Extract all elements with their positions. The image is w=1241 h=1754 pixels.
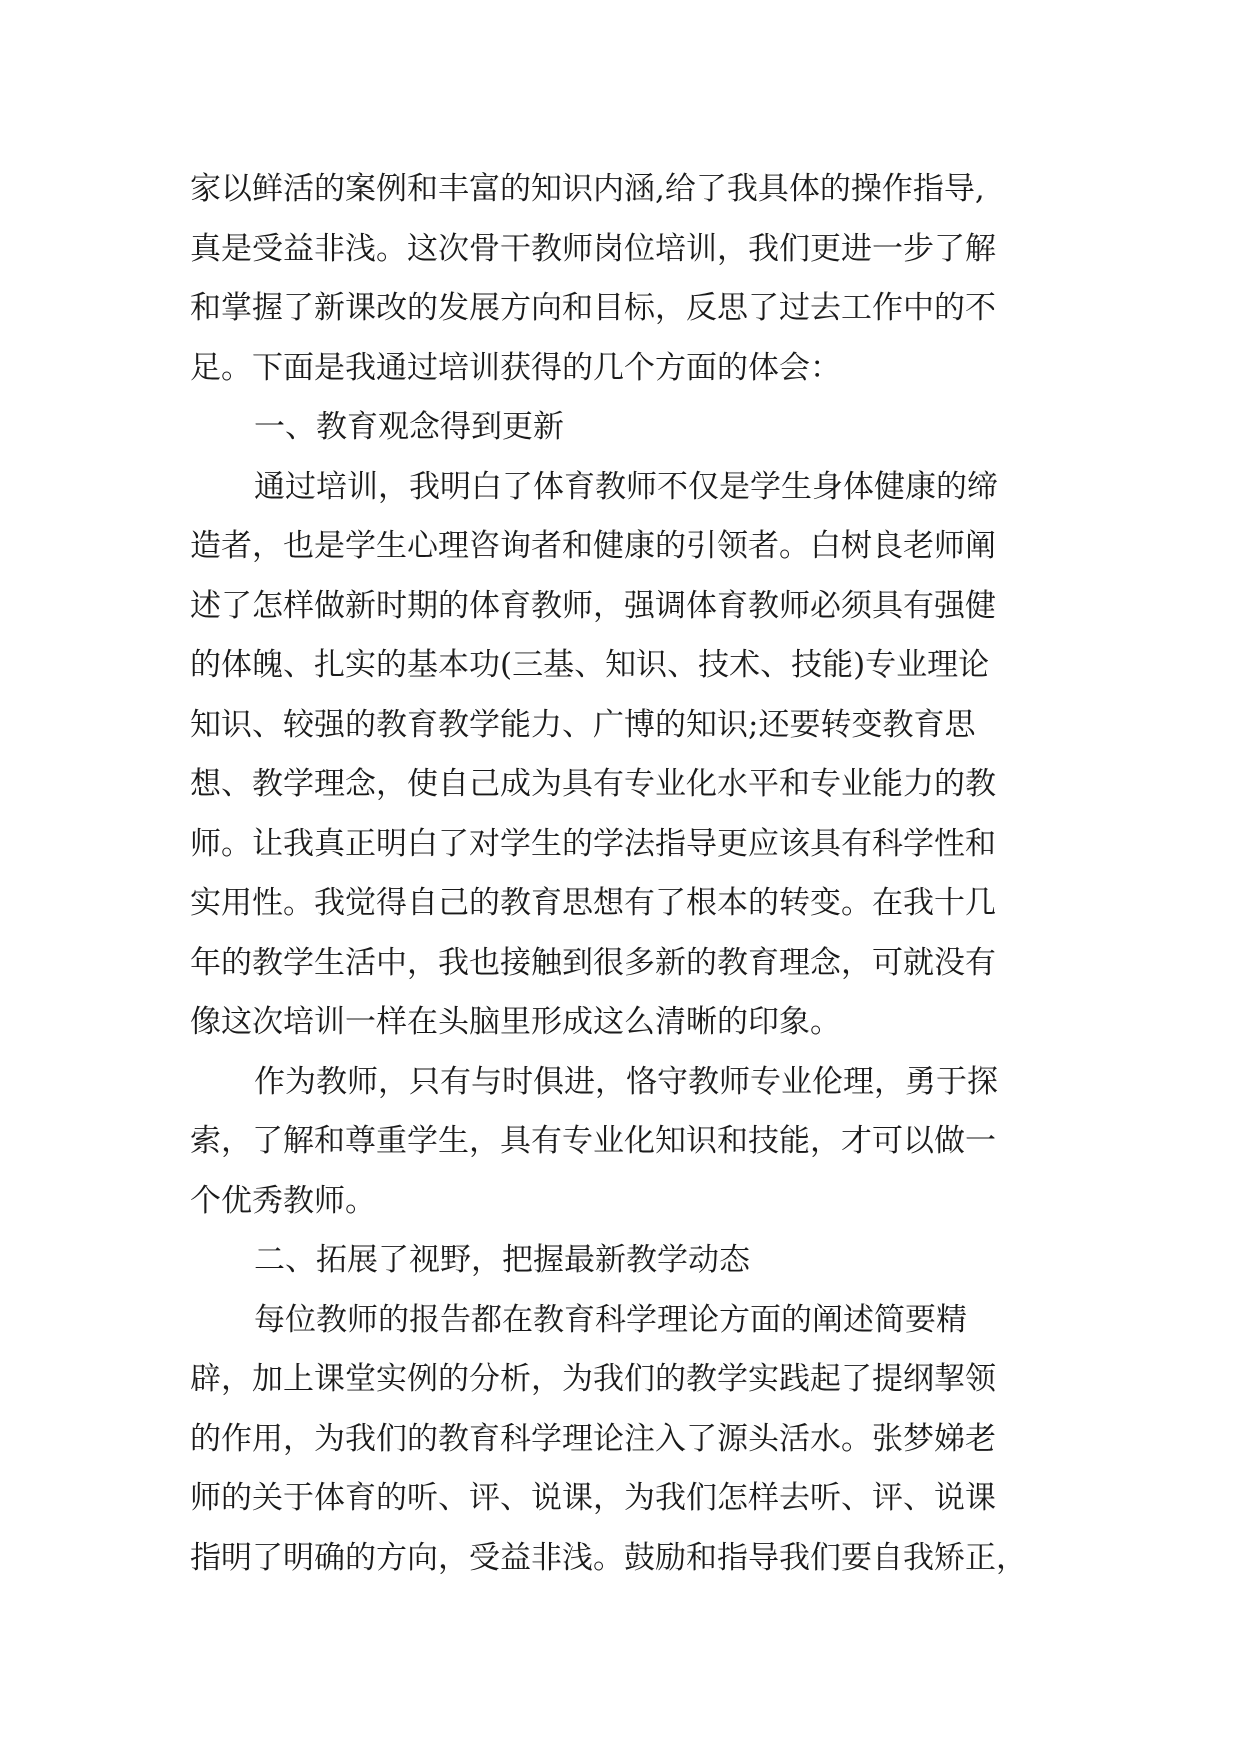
- text-line: 造者，也是学生心理咨询者和健康的引领者。白树良老师阐: [190, 528, 996, 564]
- text-line: 足。下面是我通过培训获得的几个方面的体会：: [190, 349, 841, 386]
- text-line: 真是受益非浅。这次骨干教师岗位培训，我们更进一步了解: [190, 230, 996, 267]
- text-line: 像这次培训一样在头脑里形成这么清晰的印象。: [190, 1004, 841, 1040]
- text-line: 述了怎样做新时期的体育教师，强调体育教师必须具有强健: [190, 587, 996, 624]
- text-line: 索，了解和尊重学生，具有专业化知识和技能，才可以做一: [190, 1123, 996, 1159]
- text-line: 实用性。我觉得自己的教育思想有了根本的转变。在我十几: [190, 885, 996, 921]
- text-line: 个优秀教师。: [190, 1182, 376, 1219]
- paragraph-start-line: 通过培训，我明白了体育教师不仅是学生身体健康的缔: [254, 468, 998, 505]
- text-line: 和掌握了新课改的发展方向和目标，反思了过去工作中的不: [190, 290, 996, 326]
- text-line: 师的关于体育的听、评、说课，为我们怎样去听、评、说课: [190, 1480, 996, 1516]
- text-line: 知识、较强的教育教学能力、广博的知识;还要转变教育思: [190, 706, 976, 743]
- text-line: 辟，加上课堂实例的分析，为我们的教学实践起了提纲挈领: [190, 1361, 996, 1397]
- text-line: 年的教学生活中，我也接触到很多新的教育理念，可就没有: [190, 944, 996, 981]
- text-line: 的作用，为我们的教育科学理论注入了源头活水。张梦娣老: [190, 1420, 996, 1457]
- section-heading: 二、拓展了视野，把握最新教学动态: [254, 1242, 750, 1278]
- text-line: 的体魄、扎实的基本功(三基、知识、技术、技能)专业理论: [190, 647, 990, 683]
- text-line: 想、教学理念，使自己成为具有专业化水平和专业能力的教: [190, 766, 996, 802]
- text-line: 师。让我真正明白了对学生的学法指导更应该具有科学性和: [190, 825, 996, 862]
- text-line: 家以鲜活的案例和丰富的知识内涵,给了我具体的操作指导,: [190, 171, 985, 207]
- document-page: [190, 160, 1080, 1588]
- paragraph-start-line: 作为教师，只有与时俱进，恪守教师专业伦理，勇于探: [254, 1063, 998, 1100]
- text-line: 指明了明确的方向，受益非浅。鼓励和指导我们要自我矫正，: [190, 1539, 1027, 1576]
- section-heading: 一、教育观念得到更新: [254, 409, 564, 445]
- paragraph-start-line: 每位教师的报告都在教育科学理论方面的阐述简要精: [254, 1301, 967, 1338]
